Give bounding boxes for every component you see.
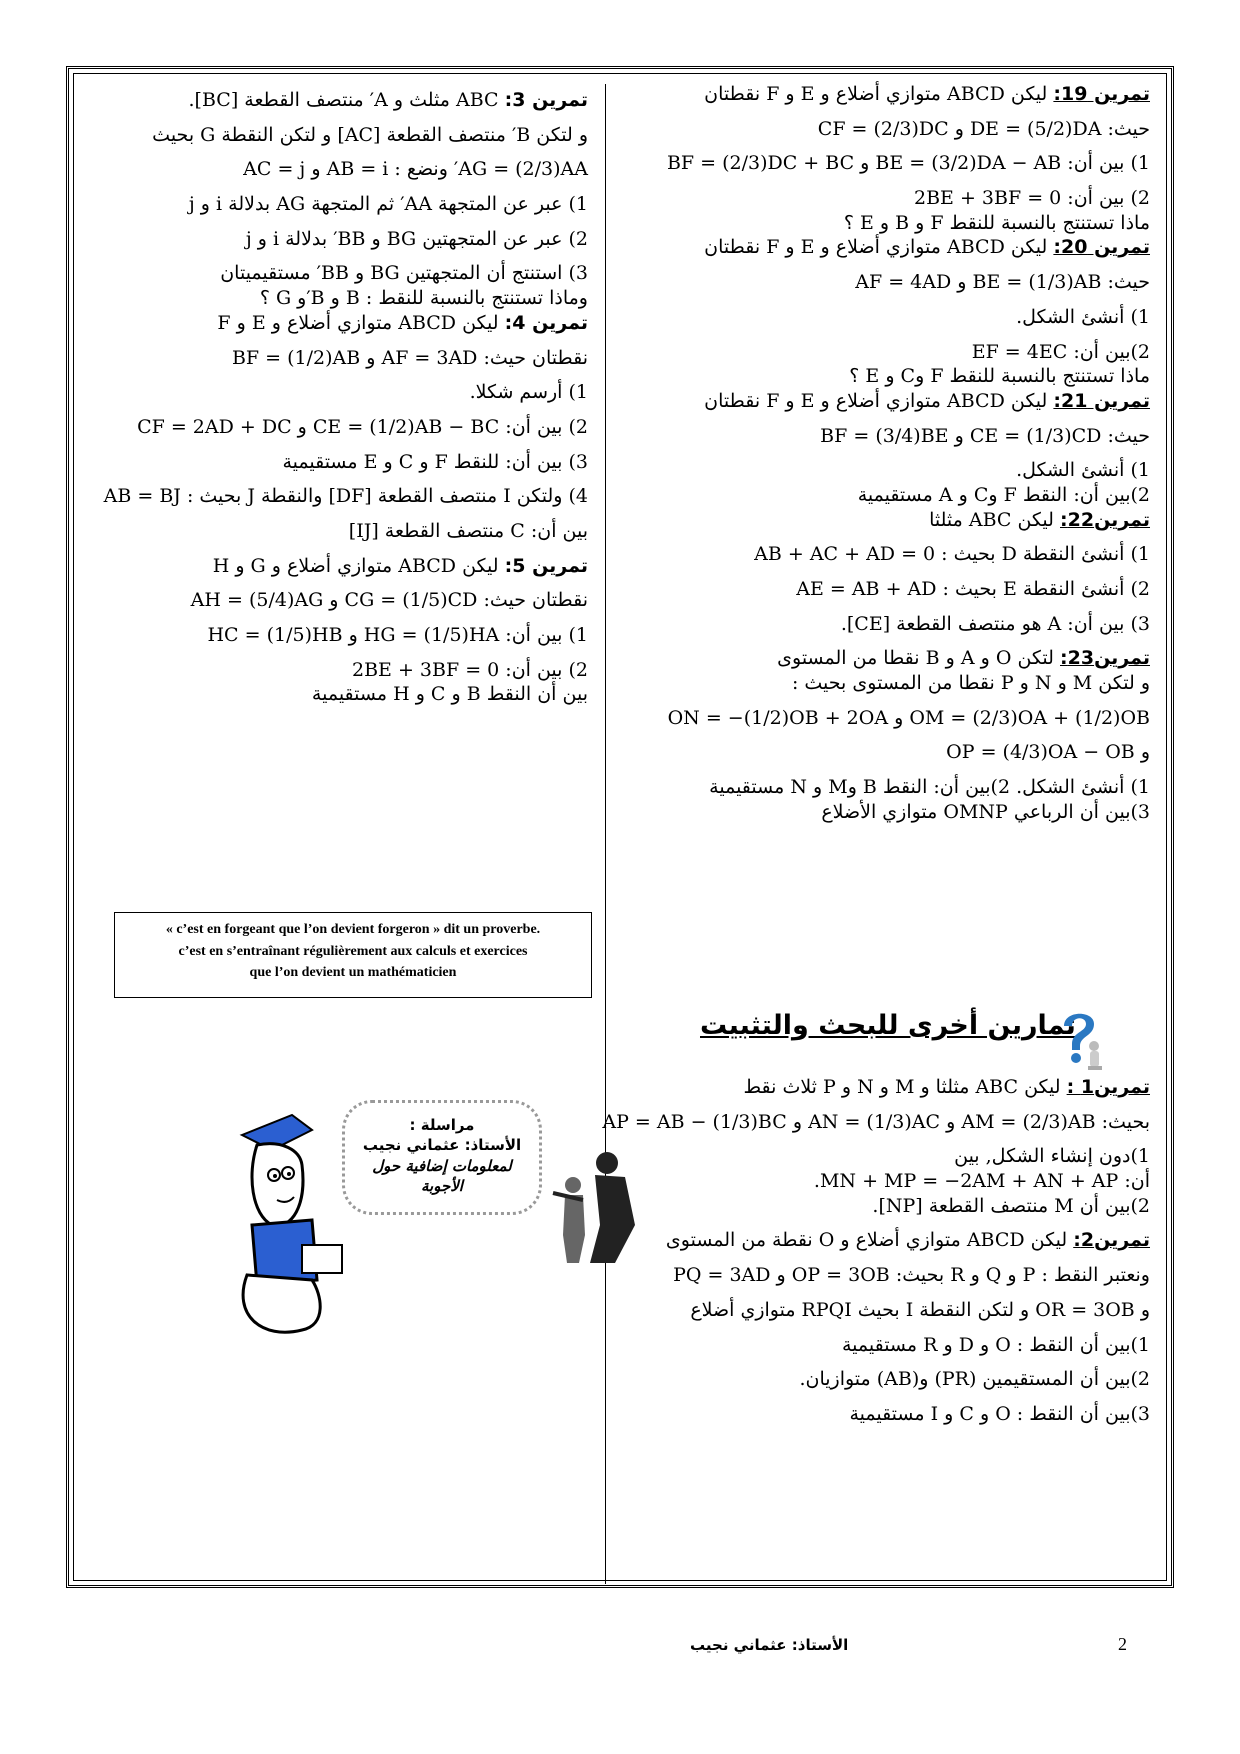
ex4-line: نقطتان حيث: AF = 3AD و BF = (1/2)AB (231, 346, 588, 369)
question-mark-figure-icon (1050, 1004, 1106, 1074)
ex19-line: 1) بين أن: BE = (3/2)DA − AB و BF = (2/3)DC + BC (666, 152, 1150, 175)
ex3-line: وماذا تستنتج بالنسبة للنقط : B و B′و G ؟ (259, 287, 588, 310)
extra-ex1-title-line: تمرين1 : ليكن ABC مثلثا و M و N و P ثلاث نقط (743, 1076, 1150, 1098)
section-title: تمارين أخرى للبحث والتثبيت (700, 1010, 1076, 1041)
ex5-line: بين أن النقط B و C و H مستقيمية (311, 683, 588, 706)
ex4-title-line: تمرين 4: ليكن ABCD متوازي أضلاع و E و F (217, 311, 588, 334)
ex22-line: 2) أنشئ النقطة E بحيث : AE = AB + AD (796, 578, 1150, 600)
ex3-line: 1) عبر عن المتجهة AA′ ثم المتجهة AG بدلالة i و j (188, 193, 588, 216)
mailman-illustration (232, 1105, 372, 1345)
ex23-line: و OP = (4/3)OA − OB (946, 741, 1150, 764)
ex22-line: 3) بين أن: A هو منتصف القطعة [CE]. (840, 612, 1150, 635)
ex5-line: 1) بين أن: HG = (1/5)HA و HC = (1/5)HB (207, 624, 588, 646)
ex22-line: 1) أنشئ النقطة D بحيث : AB + AC + AD = 0 (754, 543, 1150, 566)
ex19-title-line: تمرين 19: ليكن ABCD متوازي أضلاع و E و F نقطتان (704, 83, 1150, 105)
quote-line: « c’est en forgeant que l’on devient forgeron » dit un proverbe. (165, 922, 541, 937)
ex21-line: 1) أنشئ الشكل. (1016, 459, 1150, 482)
ex23-line: 1) أنشئ الشكل. 2)بين أن: النقط B وM و N مستقيمية (709, 776, 1150, 799)
proverb-quote-box (114, 912, 592, 998)
ex21-title-line: تمرين 21: ليكن ABCD متوازي أضلاع و E و F نقطتان (704, 389, 1150, 412)
page-number: 2 (1118, 1634, 1127, 1654)
ex19-line: 2) بين أن: 2BE + 3BF = 0 (914, 187, 1150, 210)
ex20-line: حيث: BE = (1/3)AB و AF = 4AD (855, 271, 1150, 294)
extra-ex1-line: 2)بين أن M منتصف القطعة [NP]. (872, 1194, 1150, 1217)
speech-line: الأستاذ: عثماني نجيب (362, 1136, 522, 1155)
ex22-title-line: تمرين22: ليكن ABC مثلثا (929, 508, 1150, 531)
ex19-line: ماذا تستنتج بالنسبة للنقط F و B و E ؟ (843, 211, 1150, 234)
ex20-line: 2)بين أن: EF = 4EC (971, 340, 1150, 363)
ex21-line: حيث: CE = (1/3)CD و BF = (3/4)BE (820, 424, 1150, 447)
ex23-line: OM = (2/3)OA + (1/2)OB و ON = −(1/2)OB + 2OA (667, 706, 1150, 729)
speech-bubble (342, 1100, 542, 1215)
ex20-line: ماذا تستنتج بالنسبة للنقط F وC و E ؟ (849, 365, 1150, 388)
quote-line: que l’on devient un mathématicien (249, 965, 457, 981)
ex5-line: 2) بين أن: 2BE + 3BF = 0 (352, 658, 588, 681)
ex23-line: و لتكن M و N و P نقطا من المستوى بحيث : (791, 672, 1150, 695)
ex5-line: نقطتان حيث: CG = (1/5)CD و AH = (5/4)AG (190, 589, 588, 612)
extra-ex2-line: ونعتبر النقط : P و Q و R بحيث: OP = 3OB و PQ = 3AD (673, 1264, 1150, 1287)
ex20-title-line: تمرين 20: ليكن ABCD متوازي أضلاع و E و F نقطتان (704, 236, 1150, 259)
ex21-line: 2)بين أن: النقط F وC و A مستقيمية (857, 483, 1150, 506)
ex3-line: 2) عبر عن المتجهتين BG و BB′ بدلالة i و j (245, 227, 588, 250)
left-column (90, 88, 588, 707)
quote-line: c’est en s’entraînant régulièrement aux calculs et exercices (178, 943, 528, 959)
ex5-title-line: تمرين 5: ليكن ABCD متوازي أضلاع و G و H (212, 554, 588, 577)
speech-line: لمعلومات إضافية حول (372, 1156, 512, 1175)
extra-ex2-line: 3)بين أن النقط : O و C و I مستقيمية (849, 1402, 1150, 1425)
extra-ex2-line: 1)بين أن النقط : O و D و R مستقيمية (841, 1333, 1150, 1356)
extra-ex1-line: أن: MN + MP = −2AM + AN + AP. (813, 1170, 1150, 1193)
ex4-line: بين أن: C منتصف القطعة [IJ] (348, 519, 588, 542)
extra-ex2-title-line: تمرين2: ليكن ABCD متوازي أضلاع و O نقطة من المستوى (665, 1229, 1150, 1252)
ex3-title-line: تمرين 3: ABC مثلث و A′ منتصف القطعة [BC]. (188, 89, 588, 111)
ex4-line: 1) أرسم شكلا. (469, 381, 588, 404)
speech-line: الأجوبة (421, 1176, 463, 1195)
extra-ex2-line: 2)بين أن المستقيمين (PR) و(AB) متوازيان. (799, 1368, 1150, 1391)
extra-ex1-line: 1)دون إنشاء الشكل, بين (954, 1145, 1150, 1168)
ex4-line: 4) ولتكن I منتصف القطعة [DF] والنقطة J بحيث : AB = BJ (103, 485, 588, 508)
ex23-title-line: تمرين23: لتكن O و A و B نقطا من المستوى (777, 647, 1150, 670)
right-column-extra (602, 1075, 1150, 1427)
column-divider (605, 84, 606, 1584)
ex19-line: حيث: DE = (5/2)DA و CF = (2/3)DC (817, 117, 1150, 140)
footer-author: الأستاذ: عثماني نجيب (690, 1636, 849, 1654)
extra-ex2-line: و OR = 3OB و لتكن النقطة I بحيث RPQI متوازي أضلاع (690, 1298, 1150, 1321)
speech-line: مراسلة : (409, 1116, 475, 1134)
ex23-line: 3)بين أن الرباعي OMNP متوازي الأضلاع (821, 800, 1150, 823)
teacher-student-silhouette (545, 1145, 645, 1265)
ex3-line: AG = (2/3)AA′ ونضع : AB = i و AC = j (243, 158, 588, 181)
ex3-line: 3) استنتج أن المتجهتين BG و BB′ مستقيميتان (220, 262, 588, 285)
ex4-line: 2) بين أن: CE = (1/2)AB − BC و CF = 2AD + DC (137, 415, 588, 438)
ex4-line: 3) بين أن: للنقط F و C و E مستقيمية (282, 450, 588, 473)
extra-ex1-line: بحيث: AM = (2/3)AB و AN = (1/3)AC و AP = AB − (1/3)BC (602, 1110, 1150, 1133)
right-column (640, 82, 1150, 825)
ex20-line: 1) أنشئ الشكل. (1016, 305, 1150, 328)
ex3-line: و لتكن B′ منتصف القطعة [AC] و لتكن النقطة G بحيث (152, 123, 588, 146)
